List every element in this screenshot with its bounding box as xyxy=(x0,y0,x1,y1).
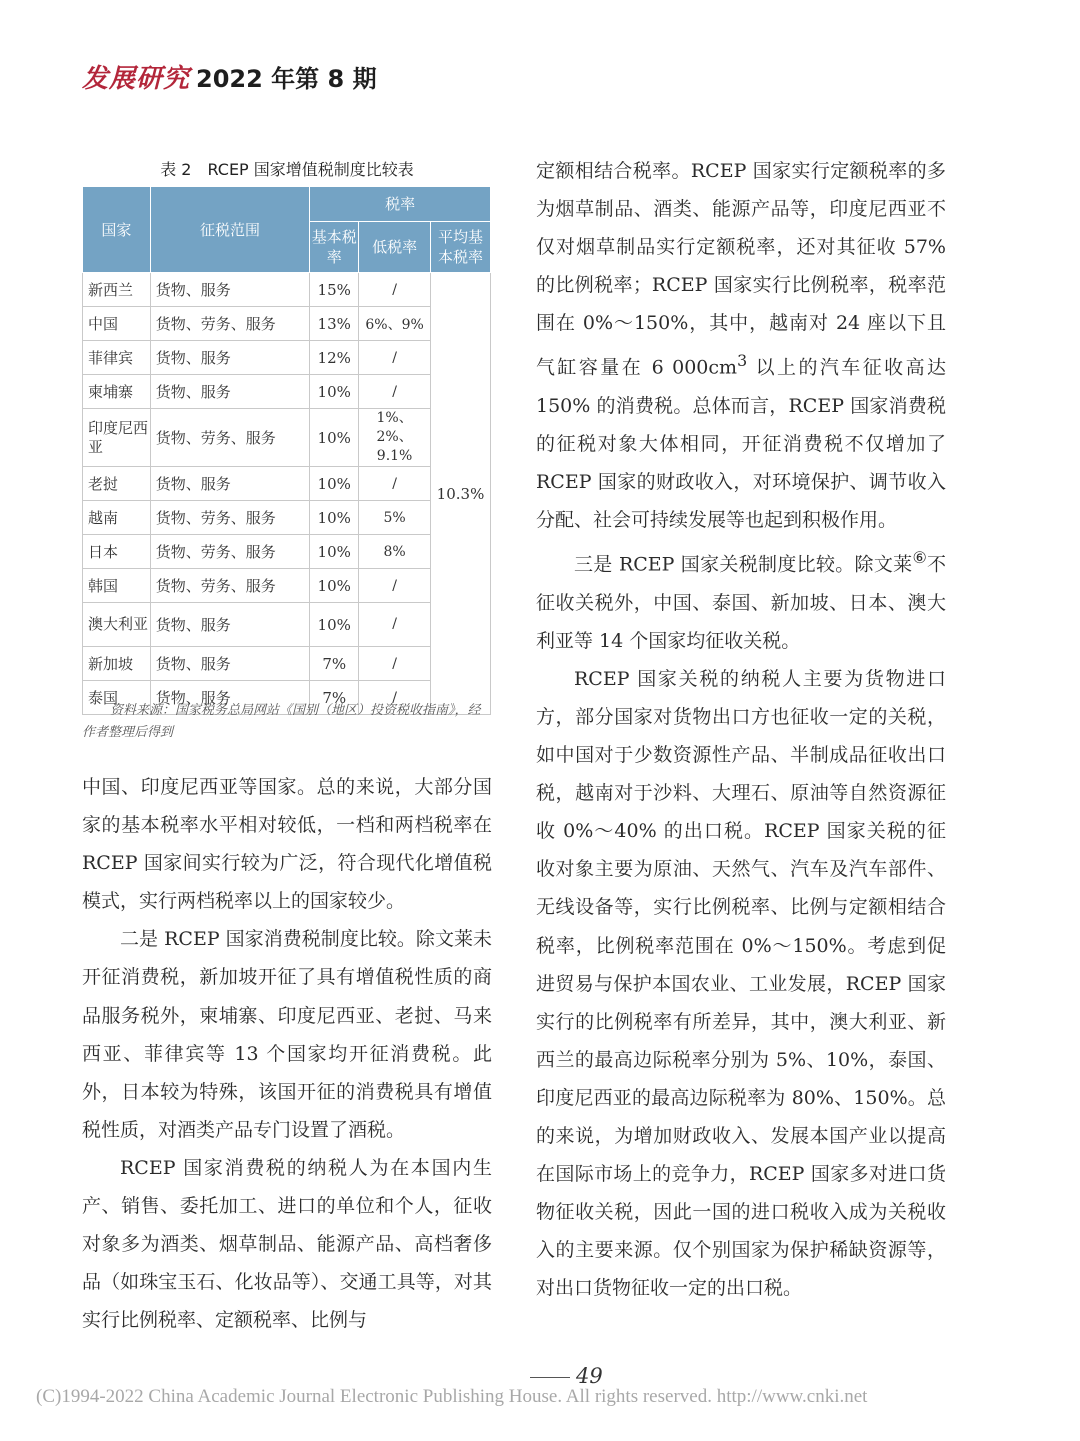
table-row xyxy=(83,647,491,681)
cell-low-rate: 1%、2%、9.1% xyxy=(359,409,431,467)
table-row xyxy=(83,535,491,569)
cell-country: 新加坡 xyxy=(83,647,151,681)
cell-scope: 货物、服务 xyxy=(150,647,309,681)
table-row xyxy=(83,375,491,409)
table-row xyxy=(83,307,491,341)
paragraph: RCEP 国家消费税的纳税人为在本国内生产、销售、委托加工、进口的单位和个人，征收对象多为酒类、烟草制品、能源产品、高档奢侈品（如珠宝玉石、化妆品等）、交通工具等，对其实行比例税率、定额税率、比例与 xyxy=(82,1156,492,1332)
cell-scope: 货物、服务 xyxy=(150,681,309,715)
table-row xyxy=(83,569,491,603)
cell-avg-rate: 10.3% xyxy=(431,273,491,715)
right-text-column xyxy=(536,152,946,1307)
cell-base-rate: 10% xyxy=(310,501,359,535)
paragraph-text: 不征收关税外，中国、泰国、新加坡、日本、澳大利亚等 14 个国家均征收关税。 xyxy=(536,553,946,652)
cell-base-rate: 15% xyxy=(310,273,359,307)
cell-low-rate: 8% xyxy=(359,535,431,569)
cell-low-rate: / xyxy=(359,375,431,409)
table-row xyxy=(83,273,491,307)
cell-low-rate: / xyxy=(359,273,431,307)
paragraph: 中国、印度尼西亚等国家。总的来说，大部分国家的基本税率水平相对较低，一档和两档税率在 RCEP 国家间实行较为广泛，符合现代化增值税模式，实行两档税率以上的国家较少。 xyxy=(82,776,492,913)
left-text-column xyxy=(82,768,492,1339)
cell-scope: 货物、劳务、服务 xyxy=(150,535,309,569)
paragraph xyxy=(536,539,946,660)
table-row xyxy=(83,501,491,535)
header-country: 国家 xyxy=(83,187,151,273)
superscript: 3 xyxy=(737,351,748,371)
cell-base-rate: 12% xyxy=(310,341,359,375)
table-row xyxy=(83,467,491,501)
cell-base-rate: 10% xyxy=(310,535,359,569)
cell-base-rate: 10% xyxy=(310,569,359,603)
cell-scope: 货物、劳务、服务 xyxy=(150,569,309,603)
table-row xyxy=(83,603,491,647)
page-number-text: 49 xyxy=(576,1364,603,1388)
cell-country: 柬埔寨 xyxy=(83,375,151,409)
cell-country: 中国 xyxy=(83,307,151,341)
paragraph-text: 三是 RCEP 国家关税制度比较。除文莱 xyxy=(574,553,913,576)
cell-base-rate: 7% xyxy=(310,647,359,681)
header-avg-rate: 平均基本税率 xyxy=(431,222,491,273)
cell-base-rate: 7% xyxy=(310,681,359,715)
page-number-rule xyxy=(530,1377,570,1378)
cell-low-rate: 6%、9% xyxy=(359,307,431,341)
header-scope: 征税范围 xyxy=(150,187,309,273)
header-low-rate: 低税率 xyxy=(359,222,431,273)
cell-low-rate: / xyxy=(359,603,431,647)
cell-scope: 货物、劳务、服务 xyxy=(150,409,309,467)
table-title: 表 2 RCEP 国家增值税制度比较表 xyxy=(160,160,414,179)
cell-scope: 货物、服务 xyxy=(150,273,309,307)
cell-scope: 货物、劳务、服务 xyxy=(150,307,309,341)
cell-scope: 货物、服务 xyxy=(150,467,309,501)
cell-scope: 货物、服务 xyxy=(150,603,309,647)
journal-name: 发展研究 xyxy=(82,64,191,94)
table-row xyxy=(83,341,491,375)
cell-country: 韩国 xyxy=(83,569,151,603)
paragraph xyxy=(536,152,946,539)
cell-country: 越南 xyxy=(83,501,151,535)
header-base-rate: 基本税率 xyxy=(310,222,359,273)
cell-low-rate: 5% xyxy=(359,501,431,535)
cell-country: 澳大利亚 xyxy=(83,603,151,647)
cell-base-rate: 10% xyxy=(310,467,359,501)
page-number xyxy=(530,1364,690,1388)
cell-base-rate: 10% xyxy=(310,375,359,409)
paragraph: RCEP 国家关税的纳税人主要为货物进口方，部分国家对货物出口方也征收一定的关税，如中国对于少数资源性产品、半制成品征收出口税，越南对于沙料、大理石、原油等自然资源征收 0%～40% 的出口税。RCEP 国家关税的征收对象主要为原油、天然气、汽车及汽车部件、无线设备等，实行比例税率、比例与定额相结合税率，比例税率范围在 0%～150%。考虑到促进贸易与保护本国农业、工业发展，RCEP 国家实行的比例税率有所差异，其中，澳大利亚、新西兰的最高边际税率分别为 5%、10%，泰国、印度尼西亚的最高边际税率为 80%、150%。总的来说，为增加财政收入、发展本国产业以提高在国际市场上的竞争力，RCEP 国家多对进口货物征收关税，因此一国的进口税收入成为关税收入的主要来源。仅个别国家为保护稀缺资源等，对出口货物征收一定的出口税。 xyxy=(536,667,946,1300)
cell-country: 菲律宾 xyxy=(83,341,151,375)
cell-low-rate: / xyxy=(359,647,431,681)
cell-base-rate: 10% xyxy=(310,409,359,467)
cell-low-rate: / xyxy=(359,341,431,375)
cell-country: 老挝 xyxy=(83,467,151,501)
cell-base-rate: 13% xyxy=(310,307,359,341)
cell-country: 泰国 xyxy=(83,681,151,715)
cell-base-rate: 10% xyxy=(310,603,359,647)
cell-country: 日本 xyxy=(83,535,151,569)
paragraph-text: 以上的汽车征收高达 150% 的消费税。总体而言，RCEP 国家消费税的征税对象大体相同，开征消费税不仅增加了 RCEP 国家的财政收入，对环境保护、调节收入分配、社会可持续发展等也起到积极作用。 xyxy=(536,356,946,532)
cell-scope: 货物、服务 xyxy=(150,375,309,409)
cell-low-rate: / xyxy=(359,467,431,501)
paragraph-text: 定额相结合税率。RCEP 国家实行定额税率的多为烟草制品、酒类、能源产品等，印度尼西亚不仅对烟草制品实行定额税率，还对其征收 57% 的比例税率；RCEP 国家实行比例税率，税率范围在 0%～150%，其中，越南对 24 座以下且气缸容量在 6 000cm xyxy=(536,160,946,379)
table-row xyxy=(83,409,491,467)
footnote-marker: ⑥ xyxy=(912,548,927,568)
issue-label: 2022 年第 8 期 xyxy=(196,65,377,93)
header-rate: 税率 xyxy=(310,187,491,222)
cell-scope: 货物、服务 xyxy=(150,341,309,375)
cell-country: 新西兰 xyxy=(83,273,151,307)
cell-low-rate: / xyxy=(359,681,431,715)
vat-comparison-table xyxy=(82,186,491,715)
copyright-footer: (C)1994-2022 China Academic Journal Electronic Publishing House. All rights reserved. http://www.cnki.net xyxy=(36,1386,868,1407)
cell-low-rate: / xyxy=(359,569,431,603)
paragraph: 二是 RCEP 国家消费税制度比较。除文莱未开征消费税，新加坡开征了具有增值税性质的商品服务税外，柬埔寨、印度尼西亚、老挝、马来西亚、菲律宾等 13 个国家均开征消费税。此外，日本较为特殊，该国开征的消费税具有增值税性质，对酒类产品专门设置了酒税。 xyxy=(82,928,492,1141)
cell-country: 印度尼西亚 xyxy=(83,409,151,467)
table-source-note: 资料来源：国家税务总局网站《国别（地区）投资税收指南》，经作者整理后得到 xyxy=(82,703,481,740)
cell-scope: 货物、劳务、服务 xyxy=(150,501,309,535)
page-header xyxy=(82,58,377,98)
